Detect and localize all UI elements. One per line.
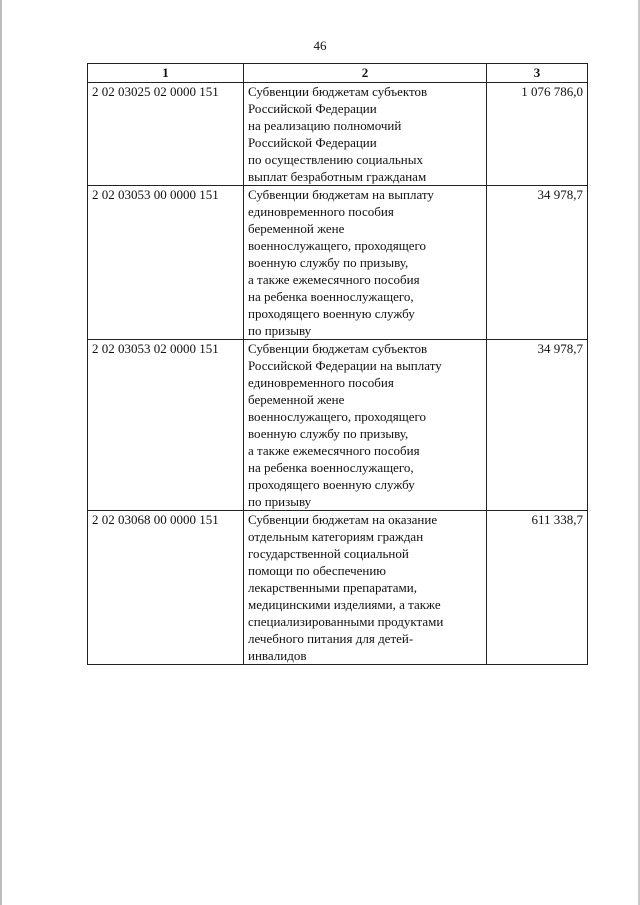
cell-budget-code: 2 02 03053 00 0000 151 bbox=[88, 186, 244, 340]
description-line: военную службу по призыву, bbox=[248, 255, 409, 270]
description-line: военную службу по призыву, bbox=[248, 426, 409, 441]
budget-table bbox=[87, 63, 588, 665]
cell-description bbox=[244, 186, 487, 340]
description-line: на реализацию полномочий bbox=[248, 118, 402, 133]
cell-amount: 611 338,7 bbox=[487, 511, 588, 665]
description-line: а также ежемесячного пособия bbox=[248, 272, 420, 287]
cell-budget-code: 2 02 03068 00 0000 151 bbox=[88, 511, 244, 665]
table-row bbox=[88, 511, 588, 665]
description-line: отдельным категориям граждан bbox=[248, 529, 424, 544]
table-row bbox=[88, 186, 588, 340]
description-line: выплат безработным гражданам bbox=[248, 169, 427, 184]
header-cell-description: 2 bbox=[244, 64, 487, 83]
description-line: военнослужащего, проходящего bbox=[248, 409, 426, 424]
description-line: единовременного пособия bbox=[248, 204, 394, 219]
description-line: беременной жене bbox=[248, 392, 345, 407]
description-line: а также ежемесячного пособия bbox=[248, 443, 420, 458]
description-line: на ребенка военнослужащего, bbox=[248, 460, 414, 475]
cell-amount: 34 978,7 bbox=[487, 340, 588, 511]
description-line: Субвенции бюджетам субъектов bbox=[248, 341, 428, 356]
description-line: Российской Федерации bbox=[248, 101, 377, 116]
description-line: военнослужащего, проходящего bbox=[248, 238, 426, 253]
description-line: по призыву bbox=[248, 323, 312, 338]
description-line: Субвенции бюджетам субъектов bbox=[248, 84, 428, 99]
description-line: по осуществлению социальных bbox=[248, 152, 423, 167]
description-line: государственной социальной bbox=[248, 546, 409, 561]
cell-budget-code: 2 02 03053 02 0000 151 bbox=[88, 340, 244, 511]
description-line: специализированными продуктами bbox=[248, 614, 444, 629]
scan-edge-left bbox=[0, 0, 2, 905]
cell-amount: 34 978,7 bbox=[487, 186, 588, 340]
page-number: 46 bbox=[313, 38, 327, 53]
cell-description bbox=[244, 83, 487, 186]
table-row bbox=[88, 340, 588, 511]
description-line: медицинскими изделиями, а также bbox=[248, 597, 441, 612]
description-line: Субвенции бюджетам на оказание bbox=[248, 512, 438, 527]
description-line: лекарственными препаратами, bbox=[248, 580, 417, 595]
description-line: лечебного питания для детей- bbox=[248, 631, 414, 646]
cell-description bbox=[244, 511, 487, 665]
header-cell-amount: 3 bbox=[487, 64, 588, 83]
table-row bbox=[88, 83, 588, 186]
header-cell-code: 1 bbox=[88, 64, 244, 83]
description-line: Российской Федерации на выплату bbox=[248, 358, 442, 373]
cell-budget-code: 2 02 03025 02 0000 151 bbox=[88, 83, 244, 186]
cell-amount: 1 076 786,0 bbox=[487, 83, 588, 186]
description-line: беременной жене bbox=[248, 221, 345, 236]
header-row bbox=[88, 64, 588, 83]
description-line: проходящего военную службу bbox=[248, 477, 415, 492]
description-line: единовременного пособия bbox=[248, 375, 394, 390]
description-line: помощи по обеспечению bbox=[248, 563, 387, 578]
description-line: Субвенции бюджетам на выплату bbox=[248, 187, 434, 202]
description-line: по призыву bbox=[248, 494, 312, 509]
description-line: на ребенка военнослужащего, bbox=[248, 289, 414, 304]
table-body bbox=[88, 83, 588, 665]
description-line: проходящего военную службу bbox=[248, 306, 415, 321]
description-line: инвалидов bbox=[248, 648, 307, 663]
description-line: Российской Федерации bbox=[248, 135, 377, 150]
cell-description bbox=[244, 340, 487, 511]
